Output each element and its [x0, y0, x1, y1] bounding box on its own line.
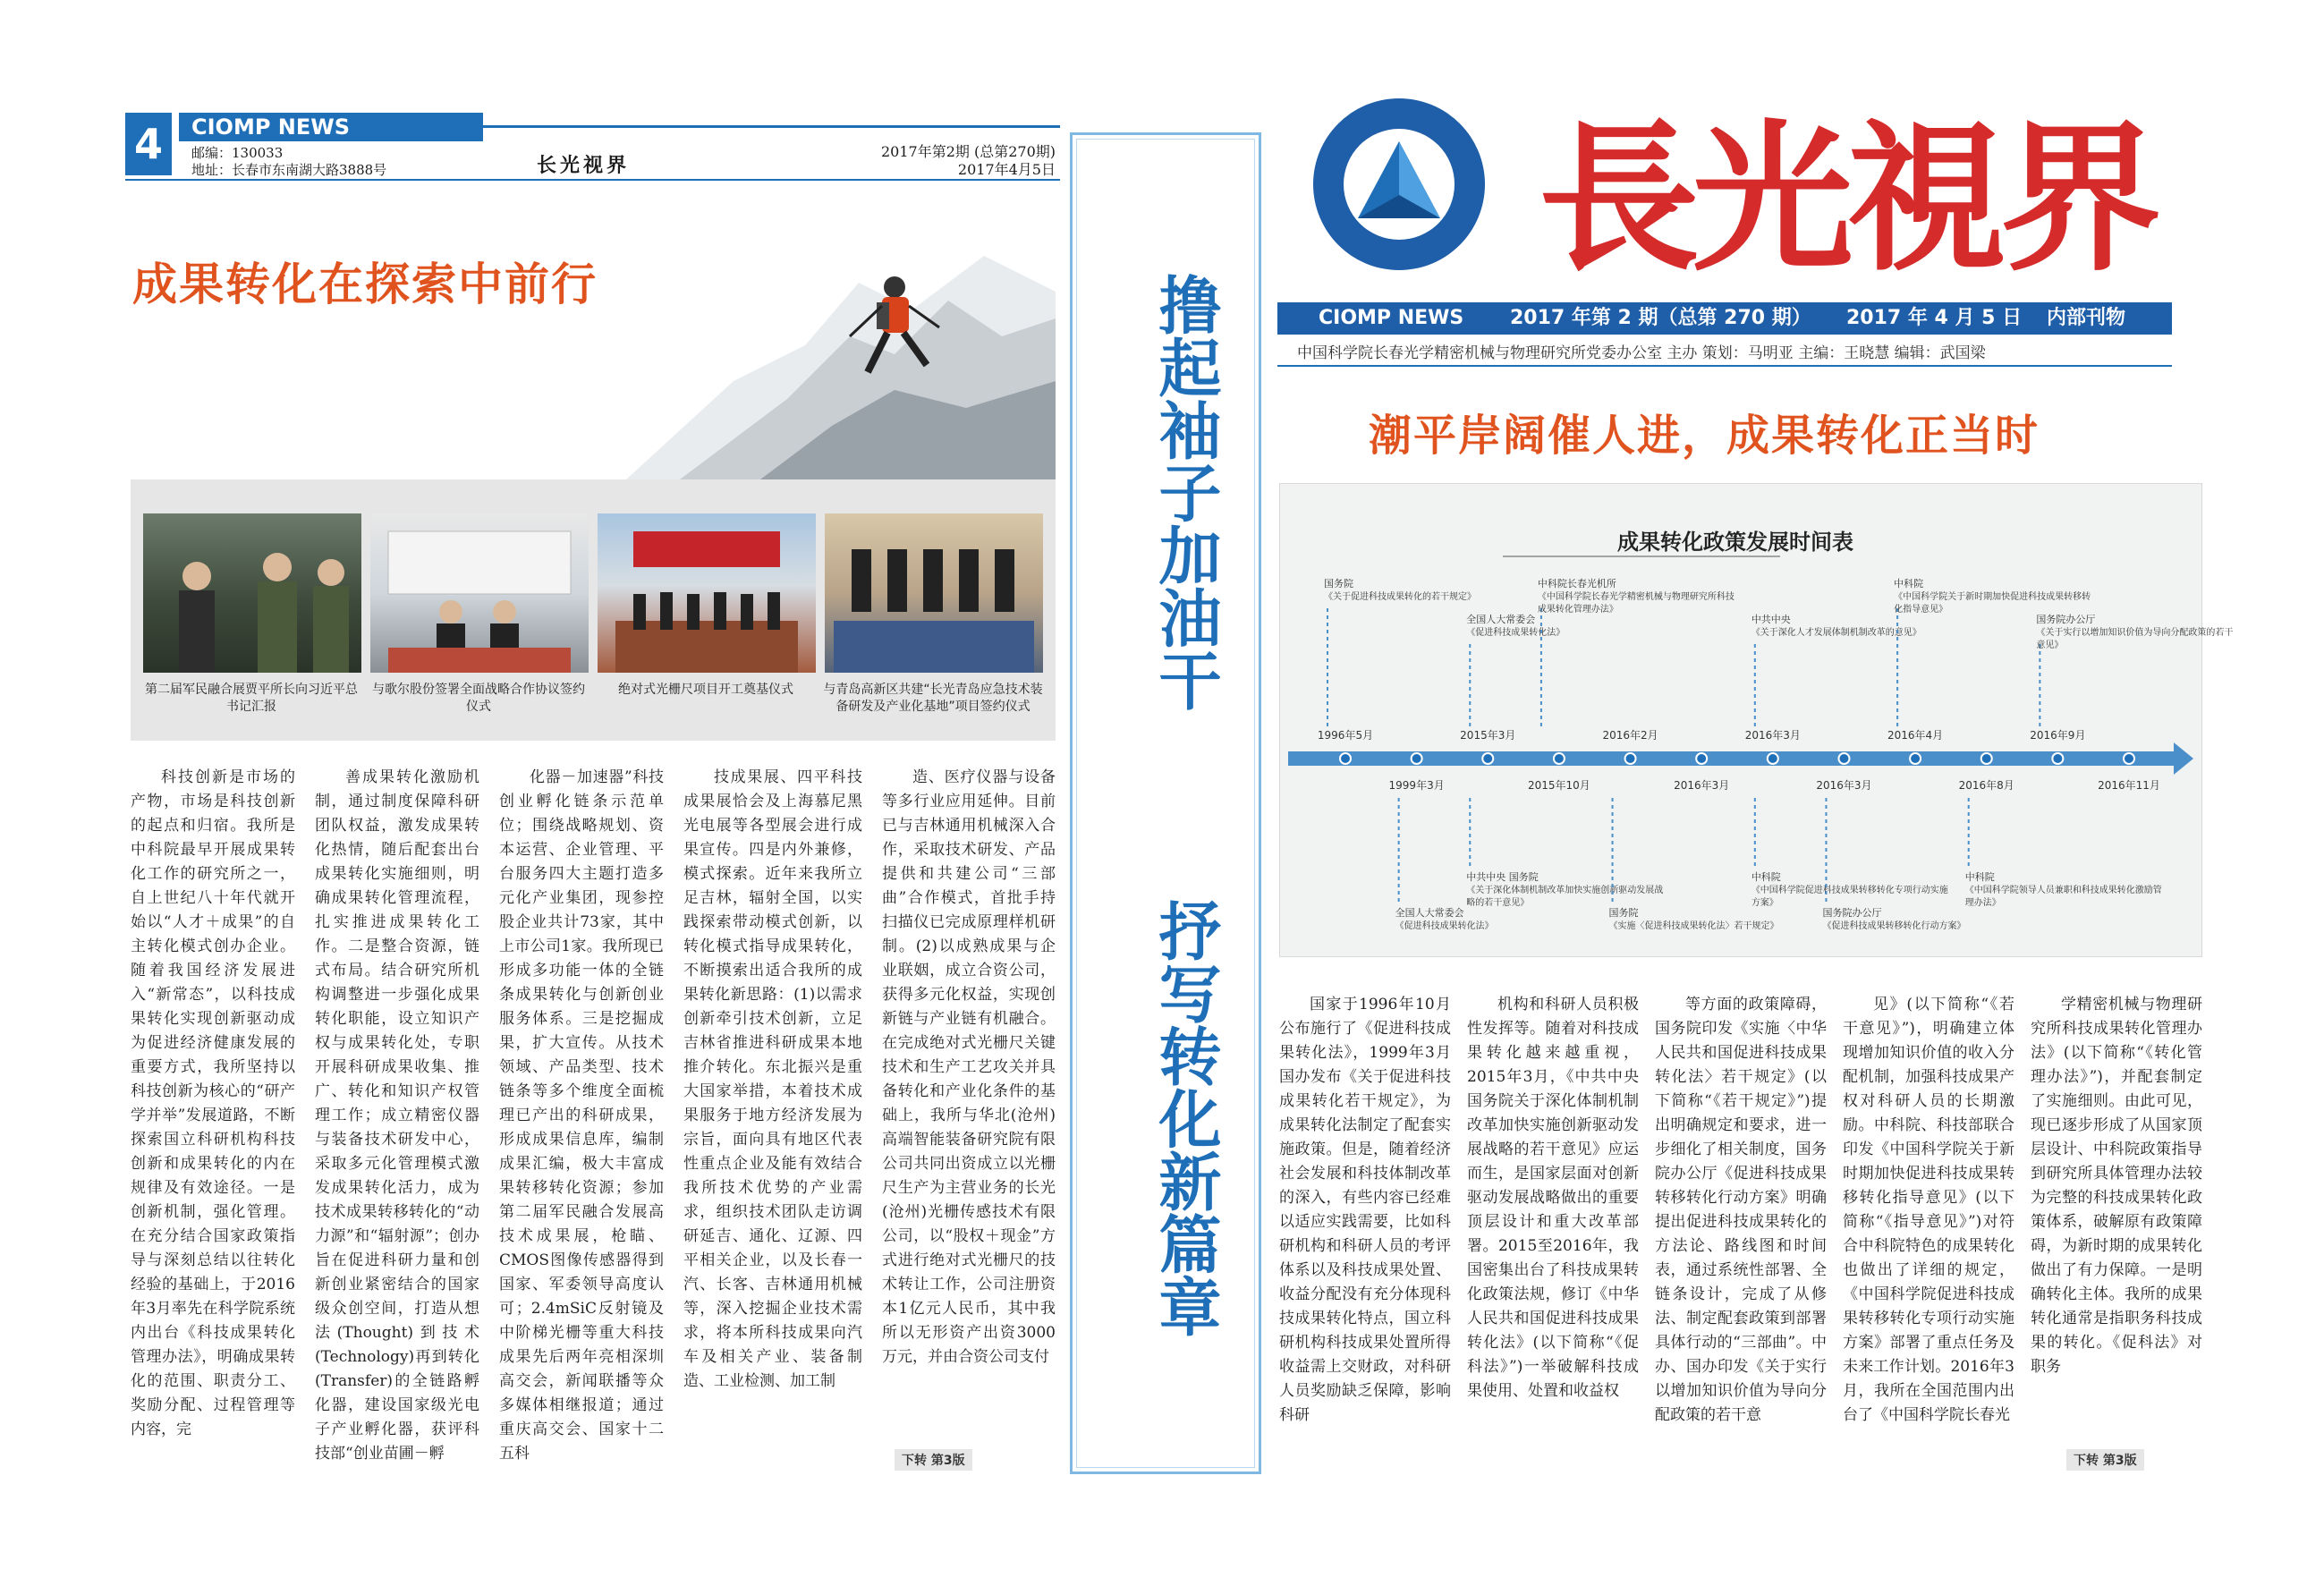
photo-groundbreaking [598, 513, 816, 673]
timeline-node [1696, 753, 1707, 764]
article-column [683, 766, 862, 1469]
timeline-node [2124, 753, 2134, 764]
article-column [499, 766, 664, 1469]
timeline-event-doc: 《促进科技成果转化法》 [1395, 921, 1494, 931]
timeline-event-doc: 《中国科学院领导人员兼职和科技成果转化激励管 [1964, 886, 2162, 895]
photo-caption: 与青岛高新区共建“长光青岛应急技术装备研发及产业化基地”项目签约仪式 [823, 683, 1043, 714]
timeline-date-label: 2016年2月 [1602, 729, 1658, 742]
article-column [131, 766, 295, 1469]
masthead-tag: 内部刊物 [2047, 307, 2126, 329]
continue-note: 下转 第3版 [895, 1449, 972, 1471]
timeline-event-doc: 《关于深化体制机制改革加快实施创新驱动发展战 [1466, 886, 1664, 895]
timeline-event-doc: 《中国科学院促进科技成果转移转化专项行动实施 [1751, 886, 1948, 895]
timeline-event-doc: 意见》 [2036, 640, 2064, 650]
timeline-date-label: 2016年3月 [1744, 729, 1801, 742]
masthead-issue: 2017 年第 2 期（总第 270 期） [1510, 307, 1811, 329]
mountain-climber-image [626, 202, 1056, 479]
timeline-date-label: 2016年11月 [2098, 779, 2160, 792]
issue-info [769, 143, 1056, 179]
timeline-node [1838, 753, 1849, 764]
masthead-title: 長光視界 [1539, 105, 2155, 293]
article-column [1655, 993, 1827, 1476]
timeline-node [2052, 753, 2063, 764]
masthead-bar [1277, 302, 2172, 335]
timeline-date-label: 2016年4月 [1887, 729, 1944, 742]
right-headline: 潮平岸阔催人进，成果转化正当时 [1369, 411, 2040, 461]
timeline-event-doc: 方案》 [1751, 898, 1778, 908]
timeline-date-label: 2015年3月 [1460, 729, 1516, 742]
timeline-event-doc: 《关于促进科技成果转化的若干规定》 [1324, 592, 1476, 602]
article-paragraph: 学精密机械与物理研究所科技成果转化管理办法》(以下简称“《转化管理办法》”)，并配套制定了实施细则。由此可见，现已逐步形成了从国家顶层设计、中科院政策指导到研究所具体管理办法较为完整的科技成果转化政策体系，破解原有政策障碍，为新时期的成果转化做出了有力保障。一是明确转化主体。我所的成果转化通常是指职务科技成果的转化。《促科法》对职务 [2031, 996, 2202, 1376]
photo-signing-qingdao-scene [825, 513, 1043, 673]
timeline-event-org: 中科院长春光机所 [1537, 578, 1616, 589]
timeline-event-doc: 《实施〈促进科技成果转化法〉若干规定》 [1608, 921, 1779, 931]
photo-signing-goertek-scene [370, 513, 589, 673]
article-paragraph: 技成果展、四平科技成果展恰会及上海慕尼黑光电展等各型展会进行成果宣传。四是内外兼修，模式探索。近年来我所立足吉林，辐射全国，以实践探索带动模式创新，以转化模式指导成果转化，不断摸索出适合我所的成果转化新思路：(1)以需求创新牵引技术创新，立足吉林省推进科研成果本地推介转化。东北振兴是重大国家举措，本着技术成果服务于地方经济发展为宗旨，面向具有地区代表性重点企业及能有效结合我所技术优势的产业需求，组织技术团队走访调研延吉、通化、辽源、四平相关企业，以及长春一汽、长客、吉林通用机械等，深入挖掘企业技术需求，将本所科技成果向汽车及相关产业、装备制造、工业检测、加工制 [683, 768, 862, 1390]
timeline-event-org: 国务院办公厅 [1822, 907, 1882, 919]
timeline-chart [1279, 483, 2234, 957]
header-rule [483, 125, 1060, 128]
issue-number: 2017年第2期 (总第270期) [880, 143, 1056, 160]
timeline-event-doc: 《中国科学院关于新时期加快促进科技成果转移转 [1894, 592, 2091, 602]
postcode: 邮编：130033 [191, 145, 284, 161]
photo-caption: 绝对式光栅尺项目开工奠基仪式 [618, 683, 793, 697]
photo-groundbreaking-scene [598, 513, 816, 673]
page-number: 4 [125, 113, 172, 175]
masthead-rule [1277, 365, 2172, 367]
timeline-node [1625, 753, 1636, 764]
article-column [882, 766, 1056, 1446]
article-paragraph: 造、医疗仪器与设备等多行业应用延伸。目前已与吉林通用机械深入合作，采取技术研发、产品提供和共建公司“三部曲”合作模式，首批手持扫描仪已完成原理样机研制。(2)以成熟成果与企业联姻，成立合资公司，获得多元化权益，实现创新链与产业链有机融合。在完成绝对式光栅尺关键技术和生产工艺攻关并具备转化和产业化条件的基础上，我所与华北(沧州)高端智能装备研究院有限公司共同出资成立以光栅尺生产为主营业务的长光(沧州)光栅传感技术有限公司，以“股权＋现金”方式进行绝对式光栅尺的技术转让工作，公司注册资本1亿元人民币，其中我所以无形资产出资3000万元，并由合资公司支付 [882, 768, 1056, 1366]
brand-bar: CIOMP NEWS [179, 113, 483, 141]
timeline-node [1554, 753, 1565, 764]
timeline-event-org: 国务院 [1324, 578, 1353, 589]
timeline-date-label: 2016年9月 [2030, 729, 2086, 742]
masthead-date: 2017 年 4 月 5 日 [1846, 307, 2023, 329]
timeline-event-doc: 理办法》 [1964, 898, 2001, 908]
article-column [2031, 993, 2202, 1449]
article-paragraph: 化器－加速器”科技创业孵化链条示范单位；围绕战略规划、资本运营、企业管理、平台服务四大主题打造多元化产业集团，现参控股企业共计73家，其中上市公司1家。我所现已形成多功能一体的全链条成果转化与创新创业服务体系。三是挖掘成果，扩大宣传。从技术领域、产品类型、技术链条等多个维度全面梳理已产出的科研成果，形成成果信息库，编制成果汇编，极大丰富成果转移转化资源；参加第二届军民融合发展高技术成果展，枪瞄、CMOS图像传感器得到国家、军委领导高度认可；2.4mSiC反射镜及中阶梯光栅等重大科技成果先后两年亮相深圳高交会，新闻联播等众多媒体相继报道；通过重庆高交会、国家十二五科 [499, 768, 664, 1463]
timeline-node [1340, 753, 1351, 764]
article-paragraph: 国家于1996年10月公布施行了《促进科技成果转化法》，1999年3月国办发布《关于促进科技成果转化若干规定》，为成果转化法制定了配套实施政策。但是，随着经济社会发展和科技体制改革的深入，有些内容已经难以适应实践需要，比如科研机构和科研人员的考评体系以及科技成果处置、收益分配没有充分体现科技成果转化特点，国立科研机构科技成果处置所得收益需上交财政，对科研人员奖励缺乏保障，影响科研 [1279, 996, 1451, 1424]
photo-caption: 第二届军民融合展贾平所长向习近平总书记汇报 [145, 683, 358, 714]
timeline-event-doc: 略的若干意见》 [1466, 898, 1530, 908]
ciomp-logo-icon [1310, 95, 1489, 274]
timeline-event-org: 中共中央 [1751, 614, 1791, 625]
header-rule-bottom [125, 179, 1060, 181]
timeline-title: 成果转化政策发展时间表 [1617, 530, 1853, 555]
timeline-date-label: 2016年3月 [1816, 779, 1872, 792]
timeline-date-label: 1996年5月 [1317, 729, 1374, 742]
left-headline: 成果转化在探索中前行 [132, 259, 598, 310]
timeline-node [1910, 753, 1921, 764]
article-column [315, 766, 479, 1469]
masthead-brand: CIOMP NEWS [1319, 307, 1464, 329]
article-column [1843, 993, 2014, 1476]
article-paragraph: 科技创新是市场的产物，市场是科技创新的起点和归宿。我所是中科院最早开展成果转化工作的研究所之一，自上世纪八十年代就开始以“人才＋成果”的自主转化模式创办企业。随着我国经济发展进入“新常态”，以科技成果转化实现创新驱动成为促进经济健康发展的重要方式，我所坚持以科技创新为核心的“研产学并举”发展道路，不断探索国立科研机构科技创新和成果转化的内在规律及有效途径。一是创新机制，强化管理。在充分结合国家政策指导与深刻总结以往转化经验的基础上，于2016年3月率先在科学院系统内出台《科技成果转化管理办法》，明确成果转化的范围、职责分工、奖励分配、过程管理等内容，完 [131, 768, 295, 1438]
timeline-date-label: 2016年8月 [1958, 779, 2014, 792]
issue-date: 2017年4月5日 [957, 161, 1056, 178]
photo-exhibition-scene [143, 513, 361, 673]
sponsor-line: 中国科学院长春光学精密机械与物理研究所党委办公室 主办 策划：马明亚 主编：王晓慧 编辑：武国梁 [1297, 344, 1986, 362]
timeline-event-doc: 成果转化管理办法》 [1537, 605, 1618, 615]
timeline-node [1768, 753, 1778, 764]
timeline-event-org: 中共中央 国务院 [1466, 871, 1539, 883]
timeline-node [1482, 753, 1493, 764]
photo-signing-qingdao [825, 513, 1043, 673]
timeline-event-org: 国务院 [1608, 907, 1639, 919]
timeline-event-org: 国务院办公厅 [2036, 614, 2096, 625]
timeline-event-org: 全国人大常委会 [1466, 614, 1536, 625]
photo-caption: 与歌尔股份签署全面战略合作协议签约仪式 [372, 683, 585, 714]
timeline-node [1412, 753, 1422, 764]
timeline-event-doc: 《关于深化人才发展体制机制改革的意见》 [1751, 628, 1921, 638]
timeline-event-doc: 《促进科技成果转移转化行动方案》 [1822, 921, 1966, 931]
article-paragraph: 善成果转化激励机制，通过制度保障科研团队权益，激发成果转化热情，随后配套出台成果转化实施细则，明确成果转化管理流程，扎实推进成果转化工作。二是整合资源，链式布局。结合研究所机构调整进一步强化成果转化职能，设立知识产权与成果转化处，专职开展科研成果收集、推广、转化和知识产权管理工作；成立精密仪器与装备技术研发中心，采取多元化管理模式激发成果转化活力，成为技术成果转移转化的“动力源”和“辐射源”；创办旨在促进科研力量和创新创业紧密结合的国家级众创空间，打造从想法(Thought)到技术(Technology)再到转化(Transfer)的全链路孵化器，建设国家级光电子产业孵化器，获评科技部“创业苗圃－孵 [315, 768, 479, 1463]
timeline-node [1981, 753, 1992, 764]
article-paragraph: 见》(以下简称“《若干意见》”)，明确建立体现增加知识价值的收入分配机制，加强科技成果产权对科研人员的长期激励。中科院、科技部联合印发《中国科学院关于新时期加快促进科技成果转移转化指导意见》(以下简称“《指导意见》”)对符合中科院特色的成果转化也做出了详细的规定，《中国科学院促进科技成果转移转化专项行动实施方案》部署了重点任务及未来工作计划。2016年3月，我所在全国范围内出台了《中国科学院长春光 [1843, 996, 2014, 1424]
timeline-event-doc: 《促进科技成果转化法》 [1466, 628, 1565, 638]
timeline-date-label: 2016年3月 [1674, 779, 1730, 792]
timeline-event-doc: 《关于实行以增加知识价值为导向分配政策的若干 [2036, 628, 2234, 638]
timeline-event-doc: 《中国科学院长春光学精密机械与物理研究所科技 [1537, 592, 1735, 602]
article-column [1467, 993, 1639, 1476]
timeline-date-label: 1999年3月 [1388, 779, 1445, 792]
timeline-event-org: 中科院 [1964, 871, 1995, 883]
postal-info [191, 145, 386, 179]
paper-name: 长光视界 [537, 155, 631, 177]
article-column [1279, 993, 1451, 1476]
timeline-date-label: 2015年10月 [1528, 779, 1590, 792]
timeline-event-org: 全国人大常委会 [1395, 907, 1464, 919]
timeline-event-org: 中科院 [1751, 871, 1781, 883]
timeline-event-org: 中科院 [1894, 578, 1924, 589]
address: 地址：长春市东南湖大路3888号 [191, 162, 387, 178]
article-paragraph: 等方面的政策障碍，国务院印发《实施〈中华人民共和国促进科技成果转化法〉若干规定》(以下简称“《若干规定》”)提出明确规定和要求，进一步细化了相关制度，国务院办公厅《促进科技成果转移转化行动方案》明确提出促进科技成果转化的方法论、路线图和时间表，通过系统性部署、全链条设计，完成了从修法、制定配套政策到部署具体行动的“三部曲”。中办、国办印发《关于实行以增加知识价值为导向分配政策的若干意 [1655, 996, 1827, 1424]
photo-exhibition [143, 513, 361, 673]
photo-signing-goertek [370, 513, 589, 673]
center-slogan-line1: 撸起袖子加油干 [1149, 273, 1222, 711]
center-slogan-line2: 抒写转化新篇章 [1149, 899, 1222, 1337]
timeline-event-doc: 化指导意见》 [1894, 605, 1948, 615]
continue-note: 下转 第3版 [2066, 1449, 2144, 1471]
article-paragraph: 机构和科研人员积极性发挥等。随着对科技成果转化越来越重视，2015年3月，《中共中央国务院关于深化体制机制改革加快实施创新驱动发展战略的若干意见》应运而生，是国家层面对创新驱动发展战略做出的重要顶层设计和重大改革部署。2015至2016年，我国密集出台了科技成果转化政策法规，修订《中华人民共和国促进科技成果转化法》(以下简称“《促科法》”)一举破解科技成果使用、处置和收益权 [1467, 996, 1639, 1400]
